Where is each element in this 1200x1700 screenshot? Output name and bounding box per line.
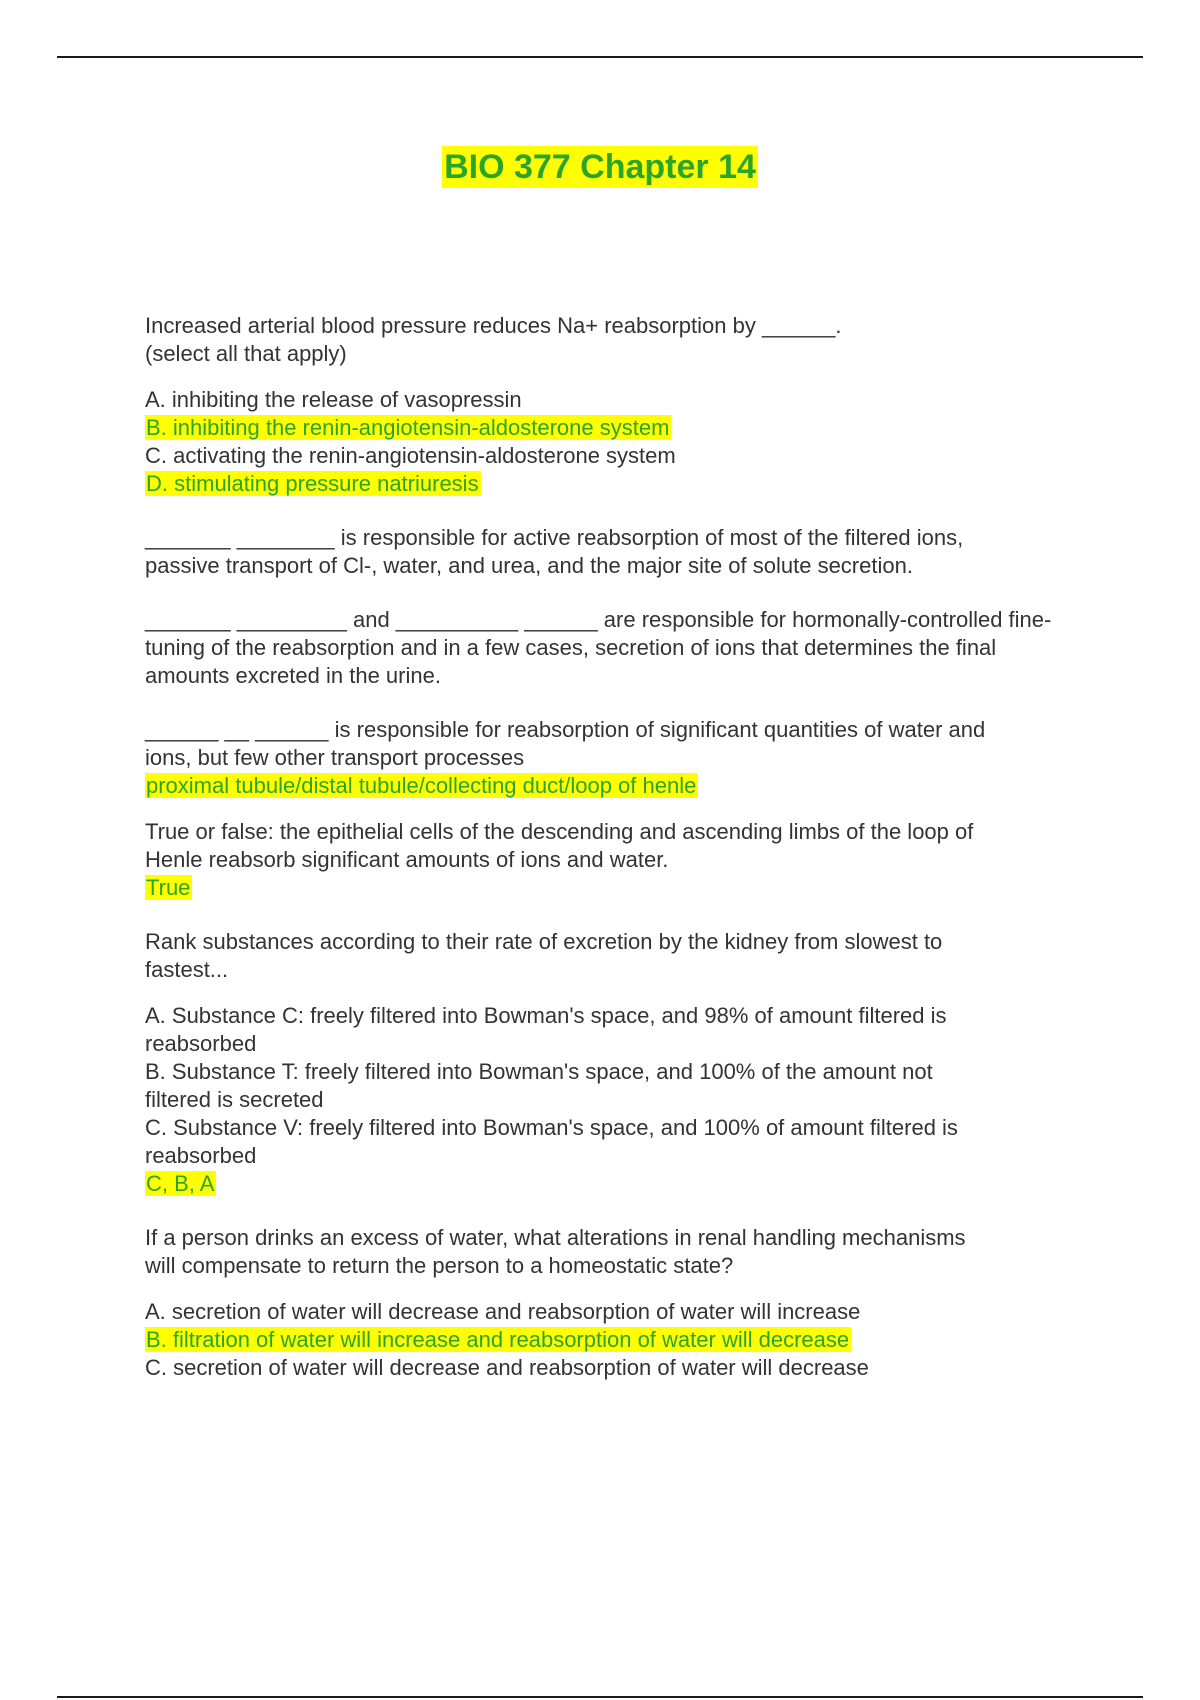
question-5 xyxy=(145,818,1095,902)
question-text: True or false: the epithelial cells of the descending and ascending limbs of the loop of xyxy=(145,819,974,844)
answer-highlight: proximal tubule/distal tubule/collecting duct/loop of henle xyxy=(146,773,697,798)
answer-option: C. secretion of water will decrease and reabsorption of water will decrease xyxy=(145,1355,869,1380)
answer-option: A. Substance C: freely filtered into Bowman's space, and 98% of amount filtered is xyxy=(145,1003,947,1028)
question-1 xyxy=(145,312,1095,498)
question-text: Increased arterial blood pressure reduces Na+ reabsorption by ______. xyxy=(145,313,842,338)
question-text: fastest... xyxy=(145,957,229,982)
question-text: ions, but few other transport processes xyxy=(145,745,525,770)
answer-option: B. Substance T: freely filtered into Bowman's space, and 100% of the amount not xyxy=(145,1059,933,1084)
question-text: Henle reabsorb significant amounts of ions and water. xyxy=(145,847,669,872)
question-text: tuning of the reabsorption and in a few cases, secretion of ions that determines the final xyxy=(145,635,997,660)
question-text: _______ ________ is responsible for active reabsorption of most of the filtered ions, xyxy=(145,525,964,550)
page-title: BIO 377 Chapter 14 xyxy=(444,148,756,186)
answer-option: reabsorbed xyxy=(145,1031,257,1056)
question-text: If a person drinks an excess of water, what alterations in renal handling mechanisms xyxy=(145,1225,966,1250)
answer-highlight: C, B, A xyxy=(146,1171,215,1196)
question-text: amounts excreted in the urine. xyxy=(145,663,441,688)
question-text: _______ _________ and __________ ______ are responsible for hormonally-controlled fine- xyxy=(145,607,1052,632)
footer-rule xyxy=(57,1696,1143,1698)
question-7 xyxy=(145,1224,1095,1382)
title-container xyxy=(0,146,1200,188)
answer-option: C. Substance V: freely filtered into Bowman's space, and 100% of amount filtered is xyxy=(145,1115,958,1140)
question-text: will compensate to return the person to a homeostatic state? xyxy=(145,1253,734,1278)
answer-option: A. secretion of water will decrease and reabsorption of water will increase xyxy=(145,1299,861,1324)
answer-option: filtered is secreted xyxy=(145,1087,324,1112)
question-6 xyxy=(145,928,1095,1198)
document-body xyxy=(145,312,1095,1382)
correct-answer-option: B. inhibiting the renin-angiotensin-aldosterone system xyxy=(146,415,670,440)
correct-answer-option: D. stimulating pressure natriuresis xyxy=(146,471,479,496)
question-2 xyxy=(145,524,1095,580)
answer-option: reabsorbed xyxy=(145,1143,257,1168)
question-text: Rank substances according to their rate of excretion by the kidney from slowest to xyxy=(145,929,943,954)
question-3 xyxy=(145,606,1095,690)
question-text: ______ __ ______ is responsible for reabsorption of significant quantities of water and xyxy=(145,717,986,742)
answer-highlight: True xyxy=(146,875,191,900)
question-text: passive transport of Cl-, water, and urea, and the major site of solute secretion. xyxy=(145,553,913,578)
header-rule xyxy=(57,56,1143,58)
question-4 xyxy=(145,716,1095,800)
correct-answer-option: B. filtration of water will increase and reabsorption of water will decrease xyxy=(146,1327,850,1352)
question-text: (select all that apply) xyxy=(145,341,347,366)
answer-option: A. inhibiting the release of vasopressin xyxy=(145,387,522,412)
answer-option: C. activating the renin-angiotensin-aldosterone system xyxy=(145,443,676,468)
